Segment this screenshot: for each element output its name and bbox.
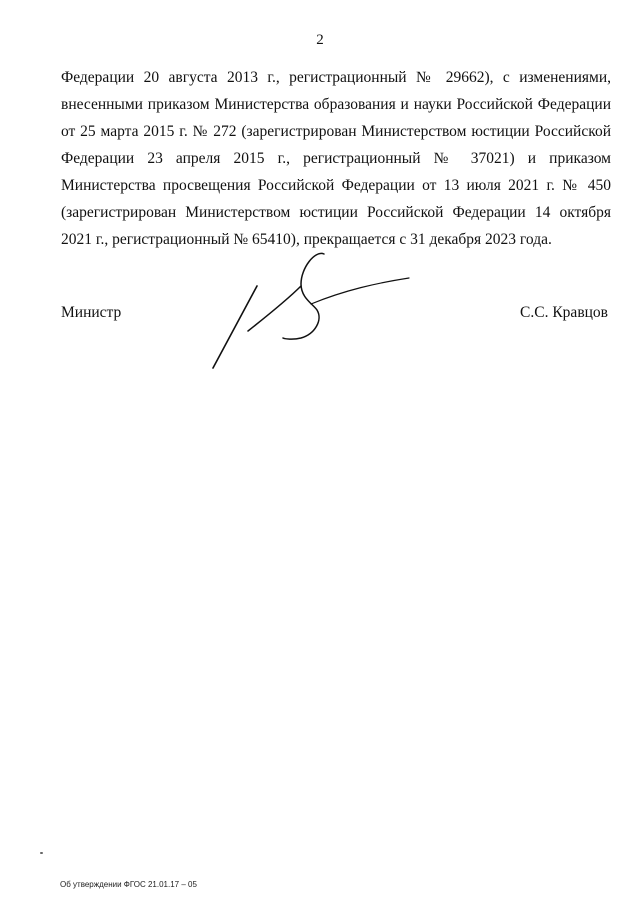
- handwritten-signature: [205, 248, 420, 373]
- scan-speck: [40, 852, 43, 854]
- signatory-name: С.С. Кравцов: [520, 304, 608, 321]
- signatory-title: Министр: [61, 304, 122, 321]
- footer-document-code: Об утверждении ФГОС 21.01.17 – 05: [60, 880, 197, 889]
- body-paragraph: Федерации 20 августа 2013 г., регистрационный № 29662), с изменениями, внесенными приказом Министерства образования и науки Российской Федерации от 25 марта 2015 г. № 272 (зарегистрирован Министерством юстиции Российской Федерации 23 апреля 2015 г., регистрационный № 37021) и приказом Министерства просвещения Российской Федерации от 13 июля 2021 г. № 450 (зарегистрирован Министерством юстиции Российской Федерации 14 октября 2021 г., регистрационный № 65410), прекращается с 31 декабря 2023 года.: [61, 69, 611, 248]
- page-number: 2: [316, 32, 324, 48]
